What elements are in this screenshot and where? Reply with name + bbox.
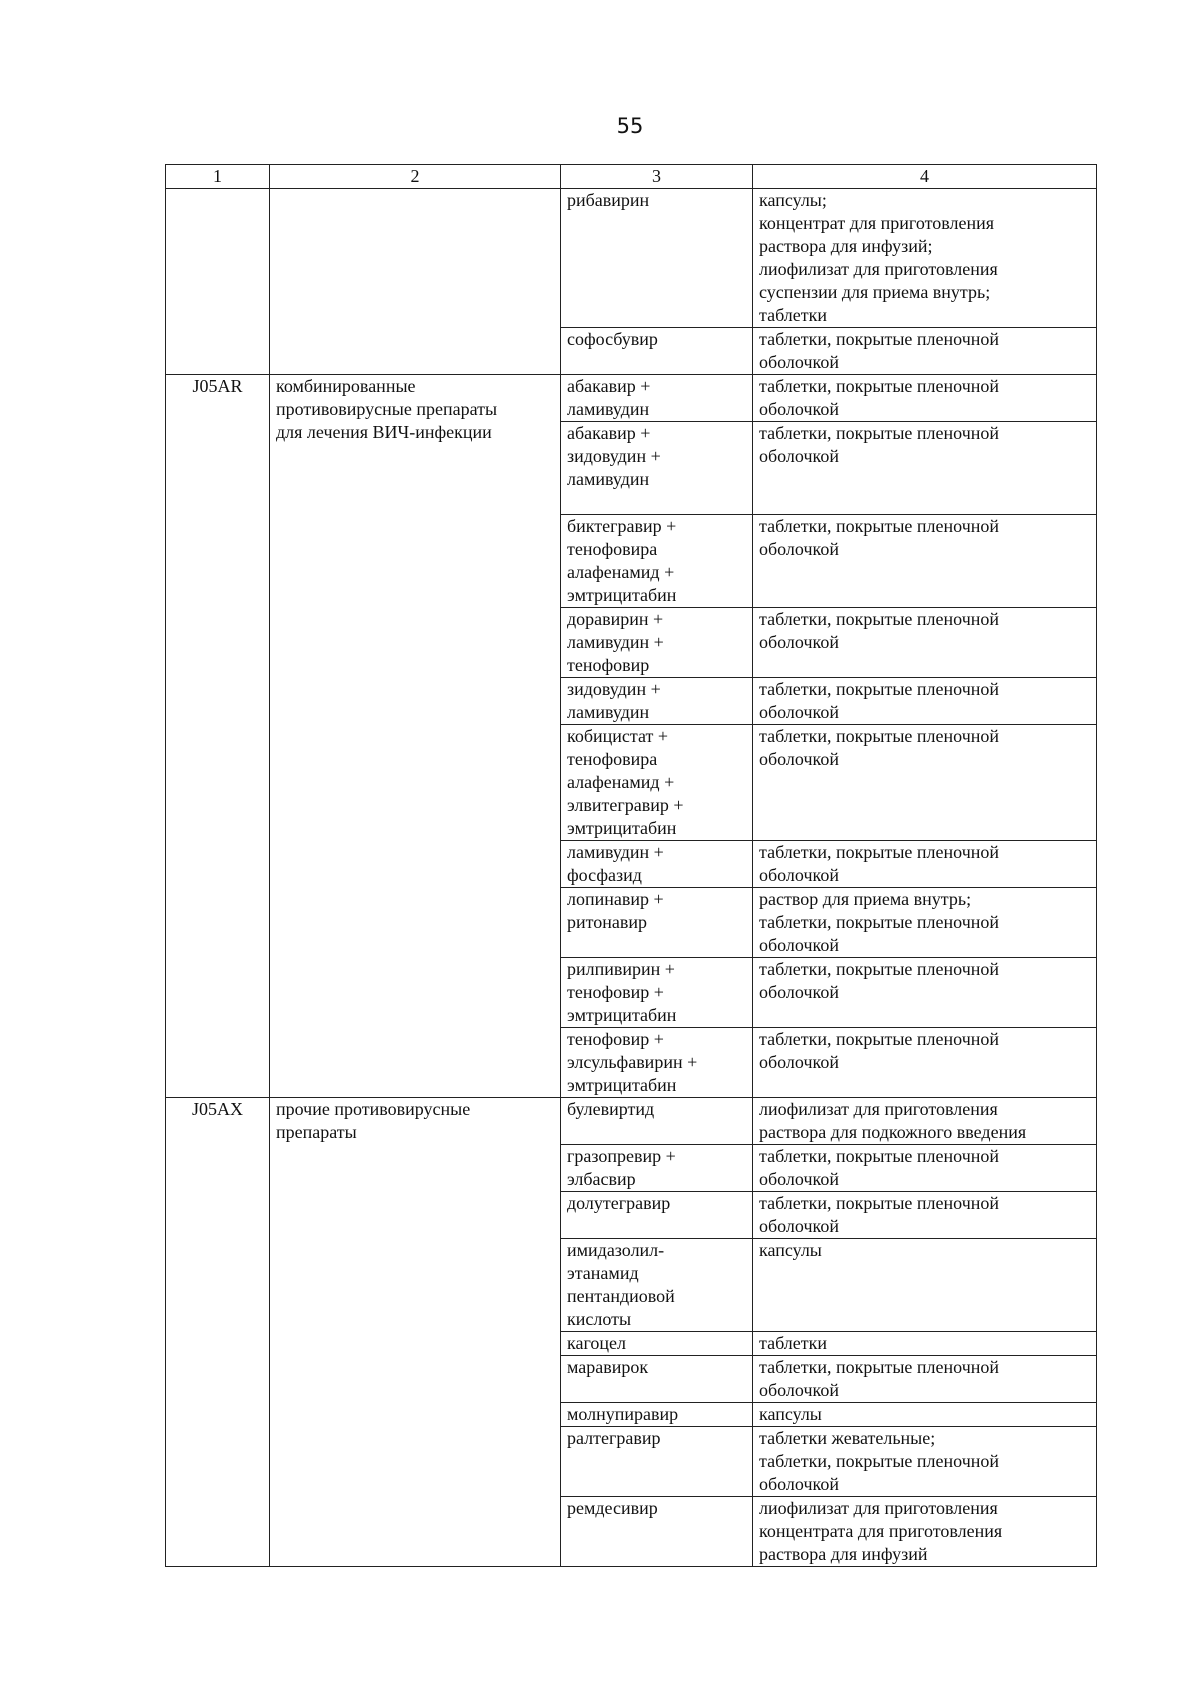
dosage-form-cell [753, 1239, 1097, 1332]
group-name-cell-line: противовирусные препараты [276, 399, 498, 419]
page-number: 55 [616, 114, 644, 138]
drug-name-cell [561, 1427, 753, 1497]
drug-name-cell [561, 1239, 753, 1332]
drug-name-cell-line: элбасвир [567, 1169, 636, 1189]
dosage-form-cell-line: оболочкой [759, 1052, 839, 1072]
group-name-cell-line: препараты [276, 1122, 357, 1142]
drug-name-cell [561, 1145, 753, 1192]
dosage-form-cell-line: оболочкой [759, 446, 839, 466]
dosage-form-cell-line: таблетки жевательные; [759, 1428, 936, 1448]
atc-code-cell: J05AR [166, 375, 270, 1098]
drug-name-cell-line: элсульфавирин + [567, 1052, 698, 1072]
dosage-form-cell-line: капсулы [759, 1240, 822, 1260]
dosage-form-cell-line: раствора для инфузий [759, 1544, 928, 1564]
drug-name-cell-line: софосбувир [567, 329, 658, 349]
dosage-form-cell-line: таблетки, покрытые пленочной [759, 1146, 1000, 1166]
drug-name-cell [561, 189, 753, 328]
drug-name-cell-line: ралтегравир [567, 1428, 661, 1448]
drug-name-cell-line: эмтрицитабин [567, 818, 677, 838]
drug-name-cell [561, 888, 753, 958]
drug-name-cell-line: ремдесивир [567, 1498, 658, 1518]
drug-name-cell-line: гразопревир + [567, 1146, 676, 1166]
drug-name-cell-line: маравирок [567, 1357, 649, 1377]
group-name-cell-line: прочие противовирусные [276, 1099, 471, 1119]
dosage-form-cell [753, 678, 1097, 725]
dosage-form-cell-line: раствора для подкожного введения [759, 1122, 1027, 1142]
drug-name-cell [561, 422, 753, 515]
table-row [166, 189, 1097, 328]
dosage-form-cell [753, 422, 1097, 515]
dosage-form-cell [753, 888, 1097, 958]
dosage-form-cell-line: оболочкой [759, 1216, 839, 1236]
dosage-form-cell [753, 1145, 1097, 1192]
drug-name-cell-line: зидовудин + [567, 679, 661, 699]
dosage-form-cell-line: таблетки, покрытые пленочной [759, 679, 1000, 699]
dosage-form-cell-line: оболочкой [759, 1380, 839, 1400]
table-header-row [166, 165, 1097, 189]
dosage-form-cell-line: таблетки [759, 1333, 828, 1353]
drug-name-cell-line: элвитегравир + [567, 795, 684, 815]
drug-name-cell-line: тенофовира [567, 749, 658, 769]
header-cell-code: 1 [166, 165, 270, 189]
drug-name-cell-line: кислоты [567, 1309, 632, 1329]
drug-name-cell-line: ламивудин + [567, 842, 664, 862]
drug-name-cell [561, 678, 753, 725]
drug-name-cell-line: абакавир + [567, 376, 651, 396]
group-name-cell-line: комбинированные [276, 376, 416, 396]
dosage-form-cell [753, 608, 1097, 678]
dosage-form-cell-line: лиофилизат для приготовления [759, 1099, 998, 1119]
atc-code-cell: J05AX [166, 1098, 270, 1567]
drug-name-cell-line: тенофовир [567, 655, 650, 675]
header-cell-group: 2 [270, 165, 561, 189]
dosage-form-cell-line: таблетки, покрытые пленочной [759, 1193, 1000, 1213]
drug-name-cell-line: булевиртид [567, 1099, 655, 1119]
dosage-form-cell-line: таблетки, покрытые пленочной [759, 609, 1000, 629]
dosage-form-cell-line: оболочкой [759, 1169, 839, 1189]
dosage-form-cell-line: таблетки, покрытые пленочной [759, 726, 1000, 746]
dosage-form-cell-line: оболочкой [759, 935, 839, 955]
drug-name-cell-line: этанамид [567, 1263, 639, 1283]
drug-name-cell [561, 1403, 753, 1427]
drug-name-cell-line: ламивудин [567, 399, 650, 419]
dosage-form-cell [753, 515, 1097, 608]
table-row [166, 375, 1097, 422]
group-name-cell [270, 375, 561, 1098]
dosage-form-cell-line: оболочкой [759, 399, 839, 419]
dosage-form-cell-line: таблетки, покрытые пленочной [759, 329, 1000, 349]
drug-name-cell-line: имидазолил- [567, 1240, 665, 1260]
drug-name-cell [561, 1098, 753, 1145]
drug-name-cell-line: тенофовира [567, 539, 658, 559]
drug-name-cell-line: эмтрицитабин [567, 1075, 677, 1095]
dosage-form-cell-line: таблетки, покрытые пленочной [759, 842, 1000, 862]
dosage-form-cell-line: оболочкой [759, 1474, 839, 1494]
dosage-form-cell-line: концентрата для приготовления [759, 1521, 1003, 1541]
drug-name-cell-line: ритонавир [567, 912, 648, 932]
dosage-form-cell [753, 841, 1097, 888]
drug-name-cell [561, 1356, 753, 1403]
dosage-form-cell [753, 1427, 1097, 1497]
dosage-form-cell-line: оболочкой [759, 632, 839, 652]
drug-name-cell-line: молнупиравир [567, 1404, 679, 1424]
drug-name-cell [561, 515, 753, 608]
dosage-form-cell-line: оболочкой [759, 539, 839, 559]
table-body [166, 189, 1097, 1567]
dosage-form-cell [753, 1332, 1097, 1356]
dosage-form-cell [753, 1403, 1097, 1427]
drug-name-cell-line: фосфазид [567, 865, 642, 885]
dosage-form-cell-line: таблетки, покрытые пленочной [759, 376, 1000, 396]
table-row [166, 1098, 1097, 1145]
drug-name-cell-line: ламивудин [567, 469, 650, 489]
group-name-cell [270, 189, 561, 375]
drug-name-cell [561, 1332, 753, 1356]
dosage-form-cell [753, 1356, 1097, 1403]
drug-name-cell-line: рибавирин [567, 190, 650, 210]
drug-table [165, 164, 1097, 1567]
drug-name-cell [561, 841, 753, 888]
drug-name-cell-line: тенофовир + [567, 982, 664, 1002]
drug-name-cell-line: тенофовир + [567, 1029, 664, 1049]
drug-name-cell [561, 375, 753, 422]
drug-name-cell-line: рилпивирин + [567, 959, 675, 979]
drug-name-cell-line: ламивудин [567, 702, 650, 722]
drug-name-cell [561, 608, 753, 678]
dosage-form-cell-line: лиофилизат для приготовления [759, 259, 998, 279]
drug-name-cell-line: доравирин + [567, 609, 664, 629]
dosage-form-cell [753, 1028, 1097, 1098]
dosage-form-cell-line: суспензии для приема внутрь; [759, 282, 991, 302]
group-name-cell [270, 1098, 561, 1567]
dosage-form-cell [753, 1192, 1097, 1239]
dosage-form-cell [753, 1497, 1097, 1567]
dosage-form-cell-line: таблетки [759, 305, 828, 325]
dosage-form-cell [753, 189, 1097, 328]
drug-name-cell-line [567, 491, 746, 514]
drug-name-cell [561, 1028, 753, 1098]
drug-name-cell-line: пентандиовой [567, 1286, 675, 1306]
atc-code-cell [166, 189, 270, 375]
dosage-form-cell-line: таблетки, покрытые пленочной [759, 1029, 1000, 1049]
dosage-form-cell-line: капсулы [759, 1404, 822, 1424]
drug-name-cell [561, 1192, 753, 1239]
drug-name-cell-line: кагоцел [567, 1333, 627, 1353]
dosage-form-cell-line: оболочкой [759, 865, 839, 885]
dosage-form-cell [753, 375, 1097, 422]
dosage-form-cell-line: раствор для приема внутрь; [759, 889, 972, 909]
dosage-form-cell-line: таблетки, покрытые пленочной [759, 423, 1000, 443]
dosage-form-cell [753, 725, 1097, 841]
drug-name-cell [561, 1497, 753, 1567]
drug-name-cell [561, 958, 753, 1028]
header-cell-drug: 3 [561, 165, 753, 189]
dosage-form-cell-line: раствора для инфузий; [759, 236, 933, 256]
dosage-form-cell-line: лиофилизат для приготовления [759, 1498, 998, 1518]
dosage-form-cell-line: оболочкой [759, 982, 839, 1002]
drug-name-cell-line: кобицистат + [567, 726, 669, 746]
drug-name-cell [561, 328, 753, 375]
drug-name-cell-line: долутегравир [567, 1193, 671, 1213]
dosage-form-cell-line: оболочкой [759, 702, 839, 722]
dosage-form-cell-line: таблетки, покрытые пленочной [759, 516, 1000, 536]
drug-name-cell-line: абакавир + [567, 423, 651, 443]
drug-name-cell-line: биктегравир + [567, 516, 677, 536]
dosage-form-cell-line: таблетки, покрытые пленочной [759, 1451, 1000, 1471]
drug-name-cell-line: алафенамид + [567, 562, 675, 582]
dosage-form-cell-line: оболочкой [759, 749, 839, 769]
header-cell-form: 4 [753, 165, 1097, 189]
drug-name-cell-line: лопинавир + [567, 889, 664, 909]
dosage-form-cell [753, 328, 1097, 375]
drug-name-cell-line: эмтрицитабин [567, 585, 677, 605]
drug-name-cell-line: ламивудин + [567, 632, 664, 652]
group-name-cell-line: для лечения ВИЧ-инфекции [276, 422, 492, 442]
dosage-form-cell-line: оболочкой [759, 352, 839, 372]
dosage-form-cell [753, 958, 1097, 1028]
drug-name-cell-line: эмтрицитабин [567, 1005, 677, 1025]
dosage-form-cell-line: таблетки, покрытые пленочной [759, 912, 1000, 932]
drug-name-cell [561, 725, 753, 841]
dosage-form-cell-line: концентрат для приготовления [759, 213, 994, 233]
dosage-form-cell-line: капсулы; [759, 190, 827, 210]
drug-name-cell-line: алафенамид + [567, 772, 675, 792]
dosage-form-cell-line: таблетки, покрытые пленочной [759, 1357, 1000, 1377]
dosage-form-cell [753, 1098, 1097, 1145]
drug-name-cell-line: зидовудин + [567, 446, 661, 466]
dosage-form-cell-line: таблетки, покрытые пленочной [759, 959, 1000, 979]
